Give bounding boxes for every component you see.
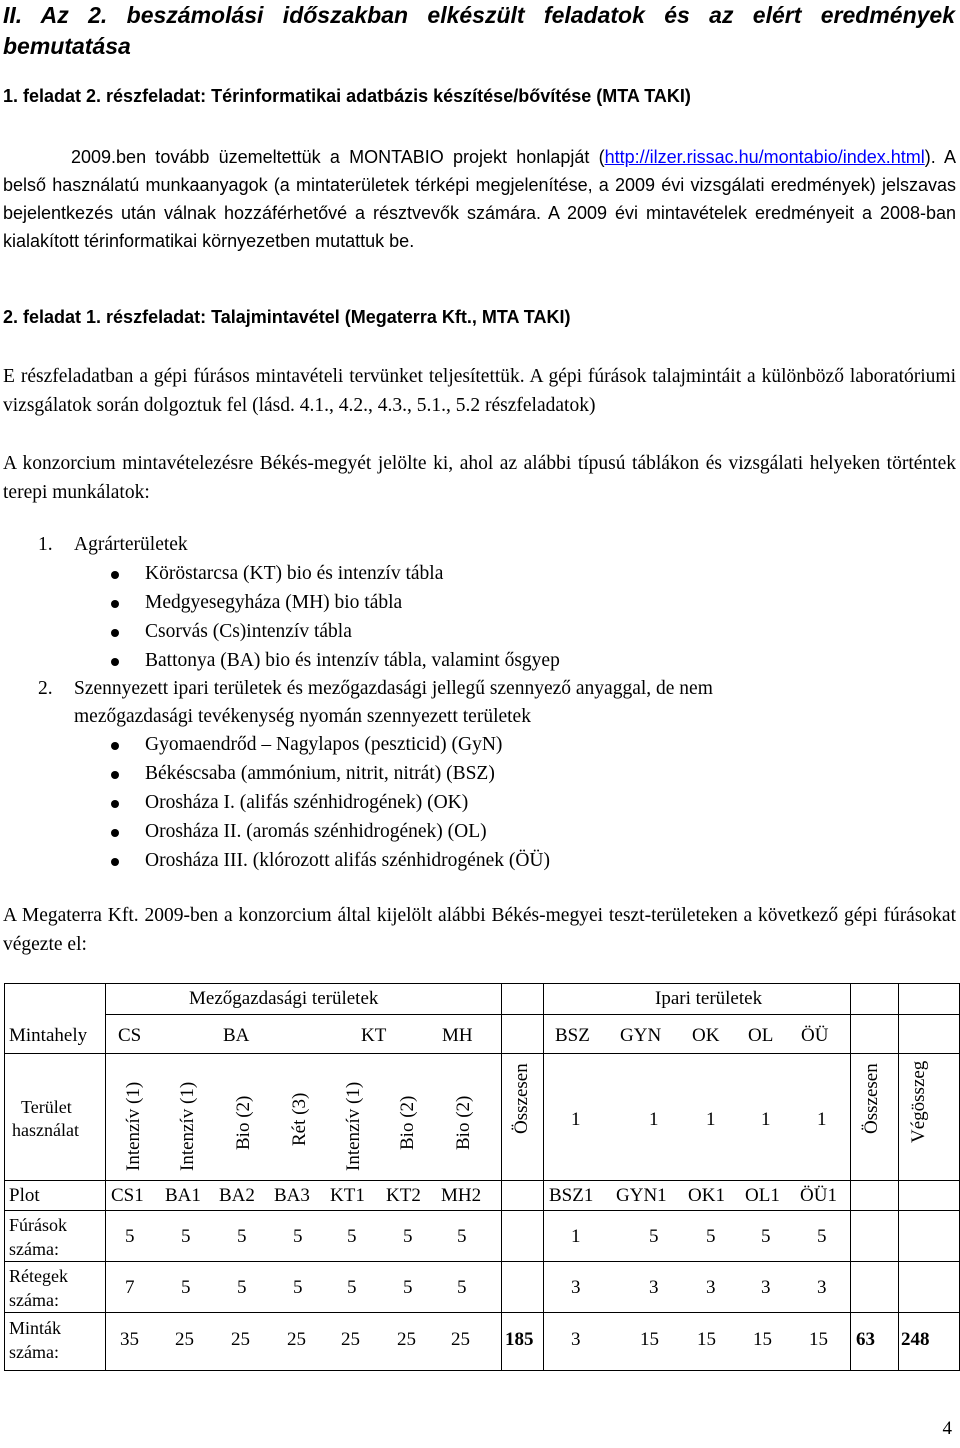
task2-paragraph-2: A konzorcium mintavételezésre Békés-megyét jelölte ki, ahol az alábbi típusú táblákon és vizsgálati helyeken történtek terepi munkálatok: xyxy=(3,453,956,503)
mintahely-cell: BSZ xyxy=(555,1025,590,1046)
table-rule xyxy=(850,984,851,1370)
furasok-cell: 5 xyxy=(403,1226,413,1247)
furasok-cell: 5 xyxy=(237,1226,247,1247)
mintahely-cell: GYN xyxy=(620,1025,662,1046)
terulet-cell: Bio (2) xyxy=(397,1095,418,1150)
plot-cell: ÖÜ1 xyxy=(800,1185,837,1206)
mintak-cell: 15 xyxy=(809,1329,828,1350)
list1-label: Agrárterületek xyxy=(74,534,188,555)
list1-number: 1. xyxy=(38,534,53,555)
table-rule xyxy=(5,1053,959,1054)
table-rule xyxy=(898,984,899,1370)
bullet-icon xyxy=(111,858,119,866)
mintahely-cell: MH xyxy=(442,1025,473,1046)
table-rule xyxy=(5,1261,959,1262)
group-header-industrial: Ipari területek xyxy=(655,988,763,1009)
mintak-total-ind: 63 xyxy=(856,1329,875,1350)
retegek-cell: 3 xyxy=(571,1277,581,1298)
bullet-icon xyxy=(111,629,119,637)
mintahely-cell: OK xyxy=(692,1025,720,1046)
bullet-icon xyxy=(111,600,119,608)
list1-item: Köröstarcsa (KT) bio és intenzív tábla xyxy=(145,563,444,584)
plot-cell: BA1 xyxy=(165,1185,201,1206)
header-osszesen-ind: Összesen xyxy=(861,1063,882,1134)
list2-label-line2: mezőgazdasági tevékenység nyomán szennyezett területek xyxy=(74,706,531,727)
table-rule xyxy=(5,1210,959,1211)
section-title: II. Az 2. beszámolási időszakban elkészült feladatok és az elért eredmények bemutatása xyxy=(3,2,955,59)
retegek-cell: 5 xyxy=(181,1277,191,1298)
list1-item: Battonya (BA) bio és intenzív tábla, valamint ősgyep xyxy=(145,650,560,671)
furasok-cell: 5 xyxy=(293,1226,303,1247)
retegek-cell: 3 xyxy=(817,1277,827,1298)
plot-cell: KT2 xyxy=(386,1185,421,1206)
task2-paragraph-1: E részfeladatban a gépi fúrásos mintavételi tervünket teljesítettük. A gépi fúrások talajmintáit a különböző laboratóriumi vizsgálatok során dolgoztuk fel (lásd. 4.1., 4.2., 4.3., 5.1., 5.2 részfeladatok) xyxy=(3,366,956,416)
retegek-cell: 3 xyxy=(761,1277,771,1298)
terulet-cell: 1 xyxy=(571,1109,581,1130)
list1-item: Medgyesegyháza (MH) bio tábla xyxy=(145,592,403,613)
table-rule xyxy=(105,1014,959,1015)
table-rule xyxy=(543,984,544,1370)
plot-cell: BSZ1 xyxy=(549,1185,594,1206)
task1-heading: 1. feladat 2. részfeladat: Térinformatikai adatbázis készítése/bővítése (MTA TAKI) xyxy=(3,86,691,106)
terulet-cell: Rét (3) xyxy=(289,1092,310,1146)
furasok-cell: 5 xyxy=(457,1226,467,1247)
plot-cell: OL1 xyxy=(745,1185,780,1206)
terulet-cell: Intenzív (1) xyxy=(177,1081,198,1171)
row-label-mintahely: Mintahely xyxy=(9,1025,88,1046)
mintak-cell: 3 xyxy=(571,1329,581,1350)
terulet-cell: 1 xyxy=(761,1109,771,1130)
table-rule xyxy=(105,984,106,1370)
terulet-cell: 1 xyxy=(706,1109,716,1130)
plot-cell: GYN1 xyxy=(616,1185,667,1206)
mintak-cell: 25 xyxy=(231,1329,250,1350)
mintak-cell: 25 xyxy=(287,1329,306,1350)
plot-cell: OK1 xyxy=(688,1185,725,1206)
table-rule xyxy=(501,984,502,1370)
terulet-cell: Bio (2) xyxy=(453,1095,474,1150)
bullet-icon xyxy=(111,571,119,579)
mintahely-cell: ÖÜ xyxy=(801,1025,829,1046)
task1-text-1: 2009.ben tovább üzemeltettük a MONTABIO projekt honlapját ( xyxy=(71,147,605,167)
furasok-cell: 5 xyxy=(761,1226,771,1247)
mintak-cell: 25 xyxy=(397,1329,416,1350)
retegek-cell: 3 xyxy=(706,1277,716,1298)
list2-number: 2. xyxy=(38,678,53,699)
row-label-retegek: Rétegek száma: xyxy=(9,1266,68,1310)
bullet-icon xyxy=(111,829,119,837)
mintak-cell: 25 xyxy=(341,1329,360,1350)
retegek-cell: 5 xyxy=(403,1277,413,1298)
terulet-cell: Intenzív (1) xyxy=(343,1081,364,1171)
terulet-cell: 1 xyxy=(817,1109,827,1130)
page-number: 4 xyxy=(942,1418,952,1439)
list2-item: Orosháza III. (klórozott alifás szénhidrogének (ÖÜ) xyxy=(145,850,551,871)
mintak-cell: 25 xyxy=(451,1329,470,1350)
mintahely-cell: OL xyxy=(748,1025,774,1046)
furasok-cell: 5 xyxy=(347,1226,357,1247)
bullet-icon xyxy=(111,800,119,808)
furasok-cell: 5 xyxy=(649,1226,659,1247)
table-rule xyxy=(5,1312,959,1313)
bullet-icon xyxy=(111,771,119,779)
plot-cell: BA2 xyxy=(219,1185,255,1206)
bullet-icon xyxy=(111,658,119,666)
mintahely-cell: KT xyxy=(361,1025,387,1046)
furasok-cell: 5 xyxy=(817,1226,827,1247)
bullet-icon xyxy=(111,742,119,750)
mintak-cell: 15 xyxy=(640,1329,659,1350)
row-label-terulet-1: Terület xyxy=(21,1097,72,1117)
retegek-cell: 5 xyxy=(237,1277,247,1298)
mintahely-cell: CS xyxy=(118,1025,142,1046)
montabio-link[interactable]: http://ilzer.rissac.hu/montabio/index.html xyxy=(604,147,925,167)
furasok-cell: 5 xyxy=(181,1226,191,1247)
list2-item: Békéscsaba (ammónium, nitrit, nitrát) (BSZ) xyxy=(145,763,495,784)
plot-cell: MH2 xyxy=(441,1185,482,1206)
group-header-agri: Mezőgazdasági területek xyxy=(189,988,379,1009)
task1-paragraph xyxy=(3,143,956,255)
retegek-cell: 5 xyxy=(347,1277,357,1298)
mintak-total-agri: 185 xyxy=(505,1329,534,1350)
terulet-cell: Bio (2) xyxy=(233,1095,254,1150)
mintak-cell: 15 xyxy=(697,1329,716,1350)
terulet-cell: 1 xyxy=(649,1109,659,1130)
plot-cell: KT1 xyxy=(330,1185,365,1206)
list2-item: Gyomaendrőd – Nagylapos (peszticid) (GyN) xyxy=(145,734,503,755)
retegek-cell: 5 xyxy=(457,1277,467,1298)
row-label-mintak: Minták száma: xyxy=(9,1318,61,1362)
retegek-cell: 3 xyxy=(649,1277,659,1298)
header-osszesen-agri: Összesen xyxy=(511,1063,532,1134)
furasok-cell: 5 xyxy=(125,1226,135,1247)
plot-cell: BA3 xyxy=(274,1185,310,1206)
list2-label-line1: Szennyezett ipari területek és mezőgazdasági jellegű szennyező anyaggal, de nem xyxy=(74,678,713,699)
list2-item: Orosháza II. (aromás szénhidrogének) (OL) xyxy=(145,821,487,842)
plot-cell: CS1 xyxy=(111,1185,144,1206)
table-rule xyxy=(5,1180,959,1181)
mintahely-cell: BA xyxy=(223,1025,250,1046)
header-vegosszeg: Végösszeg xyxy=(908,1060,929,1143)
mintak-cell: 25 xyxy=(175,1329,194,1350)
mintak-cell: 15 xyxy=(753,1329,772,1350)
retegek-cell: 7 xyxy=(125,1277,135,1298)
furasok-cell: 5 xyxy=(706,1226,716,1247)
mintak-grand-total: 248 xyxy=(901,1329,930,1350)
list1-item: Csorvás (Cs)intenzív tábla xyxy=(145,621,352,642)
row-label-plot: Plot xyxy=(9,1185,40,1206)
list2-item: Orosháza I. (alifás szénhidrogének) (OK) xyxy=(145,792,469,813)
table-intro: A Megaterra Kft. 2009-ben a konzorcium által kijelölt alábbi Békés-megyei teszt-területeken a következő gépi fúrásokat végezte el: xyxy=(3,905,956,955)
furasok-cell: 1 xyxy=(571,1226,581,1247)
mintak-cell: 35 xyxy=(120,1329,139,1350)
terulet-cell: Intenzív (1) xyxy=(123,1081,144,1171)
borings-table xyxy=(4,983,960,1371)
task2-heading: 2. feladat 1. részfeladat: Talajmintavétel (Megaterra Kft., MTA TAKI) xyxy=(3,307,571,327)
row-label-terulet-2: használat xyxy=(12,1120,79,1140)
task1-text-2: ). A belső használatú munkaanyagok (a mintaterületek térképi megjelenítése, a 2009 évi vizsgálati eredmények) jelszavas bejelentkezés után válnak hozzáférhetővé a résztvevők számára. A 2009 évi mintavételek eredményeit a 2008-ban kialakított térinformatikai környezetben mutattuk be. xyxy=(3,147,956,251)
row-label-furasok: Fúrások száma: xyxy=(9,1215,67,1259)
retegek-cell: 5 xyxy=(293,1277,303,1298)
